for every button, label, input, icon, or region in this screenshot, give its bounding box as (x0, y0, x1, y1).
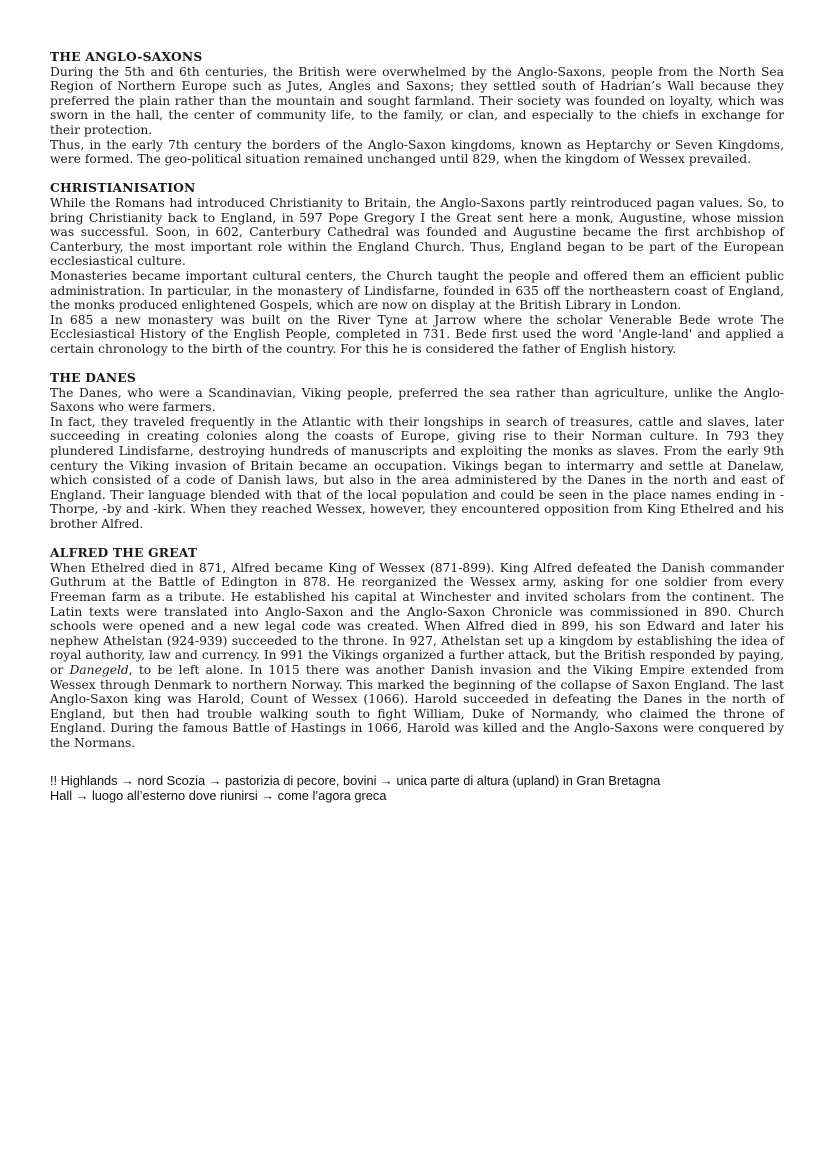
note-line: !! Highlands → nord Scozia → pastorizia di pecore, bovini → unica parte di altura (upland) in Gran Bretagna (50, 772, 661, 788)
paragraph: The Danes, who were a Scandinavian, Viking people, preferred the sea rather than agriculture, unlike the Anglo-Saxons who were farmers. (50, 385, 784, 415)
section-christianisation (50, 181, 784, 356)
section-danes (50, 371, 784, 532)
document-page (50, 50, 784, 803)
paragraph: In 685 a new monastery was built on the River Tyne at Jarrow where the scholar Venerable Bede wrote The Ecclesiastical History of the English People, completed in 731. Bede first used the word 'Angle-land' and applied a certain chronology to the birth of the country. For this he is considered the father of English history. (50, 312, 784, 356)
paragraph: While the Romans had introduced Christianity to Britain, the Anglo-Saxons partly reintroduced pagan values. So, to bring Christianity back to England, in 597 Pope Gregory I the Great sent here a monk, Augustine, whose mission was successful. Soon, in 602, Canterbury Cathedral was founded and Augustine became the first archbishop of Canterbury, the most important role within the England Church. Thus, England began to be part of the European ecclesiastical culture. (50, 195, 784, 269)
paragraph: Thus, in the early 7th century the borders of the Anglo-Saxon kingdoms, known as Heptarchy or Seven Kingdoms, were formed. The geo-political situation remained unchanged until 829, when the kingdom of Wessex prevailed. (50, 137, 784, 167)
section-heading: THE ANGLO-SAXONS (50, 49, 203, 64)
paragraph: During the 5th and 6th centuries, the British were overwhelmed by the Anglo-Saxons, people from the North Sea Region of Northern Europe such as Jutes, Angles and Saxons; they settled south of Hadrian’s Wall because they preferred the plain rather than the mountain and sought farmland. Their society was founded on loyalty, which was sworn in the hall, the center of community life, to the family, or clan, and especially to the chiefs in exchange for their protection. (50, 64, 784, 137)
section-heading: THE DANES (50, 370, 136, 386)
paragraph-alfred: When Ethelred died in 871, Alfred became King of Wessex (871-899). King Alfred defeated the Danish commander Guthrum at the Battle of Edington in 878. He reorganized the Wessex army, asking for one soldier from every Freeman farm as a tribute. He established his capital at Winchester and invited scholars from the continent. The Latin texts were translated into Anglo-Saxon and the Anglo-Saxon Chronicle was commissioned in 890. Church schools were opened and a new legal code was created. When Alfred died in 899, his son Edward and later his nephew Athelstan (924-939) succeeded to the throne. In 927, Athelstan set up a kingdom by establishing the idea of royal authority, law and currency. In 991 the Vikings organized a further attack, but the British responded by paying, or Danegeld, to be left alone. In 1015 there was another Danish invasion and the Viking Empire extended from Wessex through Denmark to northern Norway. This marked the beginning of the collapse of Saxon England. The last Anglo-Saxon king was Harold, Count of Wessex (1066). Harold succeeded in defeating the Danes in the north of England, but then had trouble walking south to fight William, Duke of Normandy, who claimed the throne of England. During the famous Battle of Hastings in 1066, Harold was killed and the Anglo-Saxons were conquered by the Normans. (50, 560, 785, 750)
note-line: Hall → luogo all’esterno dove riunirsi → come l’agora greca (50, 787, 387, 803)
paragraph: In fact, they traveled frequently in the Atlantic with their longships in search of treasures, cattle and slaves, later succeeding in creating colonies along the coasts of Europe, giving rise to their Norman culture. In 793 they plundered Lindisfarne, destroying hundreds of manuscripts and exploiting the monks as slaves. From the early 9th century the Viking invasion of Britain became an occupation. Vikings began to intermarry and settle at Danelaw, which consisted of a code of Danish laws, but also in the area administered by the Danes in the north and east of England. Their language blended with that of the local population and could be seen in the place names ending in -Thorpe, -by and -kirk. When they reached Wessex, however, they encountered opposition from King Ethelred and his brother Alfred. (50, 414, 784, 531)
section-heading: ALFRED THE GREAT (50, 545, 198, 561)
section-alfred-the-great (50, 546, 784, 750)
section-heading: CHRISTIANISATION (50, 180, 196, 196)
section-anglo-saxons (50, 50, 784, 167)
paragraph: Monasteries became important cultural centers, the Church taught the people and offered them an efficient public administration. In particular, in the monastery of Lindisfarne, founded in 635 off the northeastern coast of England, the monks produced enlightened Gospels, which are now on display at the British Library in London. (50, 268, 784, 313)
handwritten-notes (50, 773, 784, 803)
danegeld-term: Danegeld (69, 662, 129, 677)
